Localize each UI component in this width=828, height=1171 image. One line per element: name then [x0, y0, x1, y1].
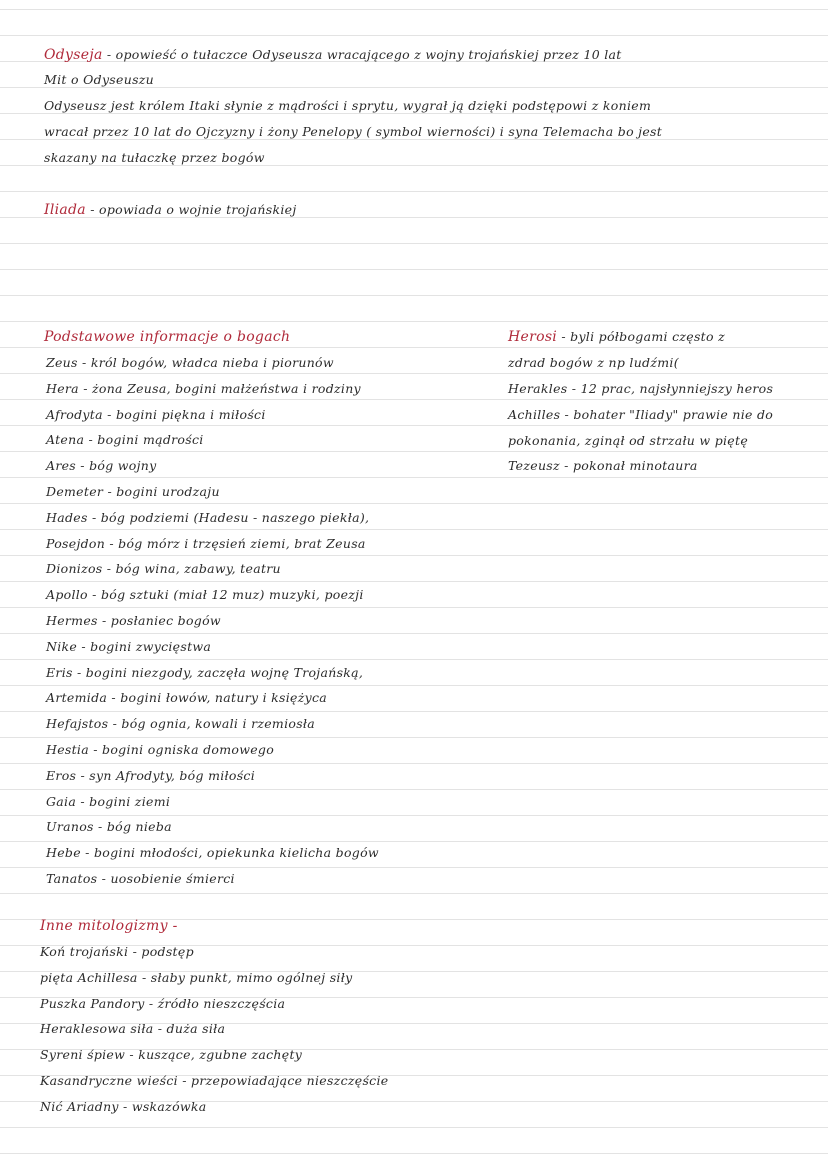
- god-entry: Demeter - bogini urodzaju: [46, 484, 220, 499]
- heroes-intro-2: zdrad bogów z np ludźmi(: [508, 355, 679, 370]
- god-entry: Hermes - posłaniec bogów: [46, 613, 221, 628]
- idiom-entry: Syreni śpiew - kuszące, zgubne zachęty: [40, 1047, 303, 1063]
- heroes-line-1: [508, 328, 725, 346]
- god-entry: Hebe - bogini młodości, opiekunka kielicha bogów: [46, 845, 379, 861]
- odyseja-line-5: skazany na tułaczkę przez bogów: [44, 150, 265, 165]
- god-entry: Hestia - bogini ogniska domowego: [46, 742, 275, 757]
- idiom-entry: Puszka Pandory - źródło nieszczęścia: [40, 995, 286, 1011]
- odyseja-line-1: [44, 46, 622, 64]
- god-entry: Uranos - bóg nieba: [46, 819, 172, 835]
- god-entry: Eris - bogini niezgody, zaczęła wojnę Trojańską,: [46, 664, 364, 680]
- god-entry: Tanatos - uosobienie śmierci: [46, 871, 235, 886]
- god-entry: Hera - żona Zeusa, bogini małżeństwa i rodziny: [46, 380, 361, 396]
- odyseja-line-4: wracał przez 10 lat do Ojczyzny i żony Penelopy ( symbol wierności) i syna Telemacha bo jest: [44, 124, 663, 139]
- idioms-title: Inne mitologizmy -: [40, 918, 178, 934]
- god-entry: Dionizos - bóg wina, zabawy, teatru: [46, 561, 281, 577]
- heroes-intro-1: - byli półbogami często z: [557, 329, 725, 344]
- hero-entry: Achilles - bohater "Iliady" prawie nie do: [508, 406, 774, 422]
- idiom-entry: Nić Ariadny - wskazówka: [40, 1098, 207, 1114]
- heroes-title: Herosi: [508, 329, 558, 345]
- god-entry: Atena - bogini mądrości: [46, 432, 204, 448]
- god-entry: Zeus - król bogów, władca nieba i piorunów: [46, 355, 334, 370]
- god-entry: Afrodyta - bogini piękna i miłości: [46, 406, 266, 422]
- god-entry: Posejdon - bóg mórz i trzęsień ziemi, brat Zeusa: [46, 535, 366, 551]
- god-entry: Gaia - bogini ziemi: [46, 793, 171, 809]
- odyseja-line-2: Mit o Odyseuszu: [44, 72, 155, 87]
- idiom-entry: pięta Achillesa - słaby punkt, mimo ogólnej siły: [40, 969, 353, 985]
- god-entry: Ares - bóg wojny: [46, 458, 157, 474]
- hero-entry: Herakles - 12 prac, najsłynniejszy heros: [508, 381, 774, 396]
- idiom-entry: Koń trojański - podstęp: [40, 944, 194, 959]
- god-entry: Artemida - bogini łowów, natury i księżyca: [46, 690, 328, 706]
- idiom-entry: Heraklesowa siła - duża siła: [40, 1021, 226, 1037]
- hero-entry: Tezeusz - pokonał minotaura: [508, 458, 698, 474]
- idiom-entry: Kasandryczne wieści - przepowiadające nieszczęście: [40, 1073, 389, 1088]
- odyseja-definition: - opowieść o tułaczce Odyseusza wracającego z wojny trojańskiej przez 10 lat: [102, 47, 622, 62]
- god-entry: Hefajstos - bóg ognia, kowali i rzemiosła: [46, 716, 316, 732]
- iliada-line: [44, 201, 297, 219]
- hero-entry: pokonania, zginął od strzału w piętę: [508, 432, 749, 448]
- odyseja-line-3: Odyseusz jest królem Itaki słynie z mądrości i sprytu, wygrał ją dzięki podstępowi z koniem: [44, 98, 652, 113]
- god-entry: Hades - bóg podziemi (Hadesu - naszego piekła),: [46, 509, 370, 525]
- odyseja-title: Odyseja: [44, 47, 103, 63]
- god-entry: Eros - syn Afrodyty, bóg miłości: [46, 767, 256, 783]
- iliada-definition: - opowiada o wojnie trojańskiej: [85, 202, 297, 217]
- iliada-title: Iliada: [44, 202, 86, 218]
- god-entry: Apollo - bóg sztuki (miał 12 muz) muzyki, poezji: [46, 587, 364, 603]
- god-entry: Nike - bogini zwycięstwa: [46, 638, 212, 654]
- gods-title: Podstawowe informacje o bogach: [44, 329, 291, 345]
